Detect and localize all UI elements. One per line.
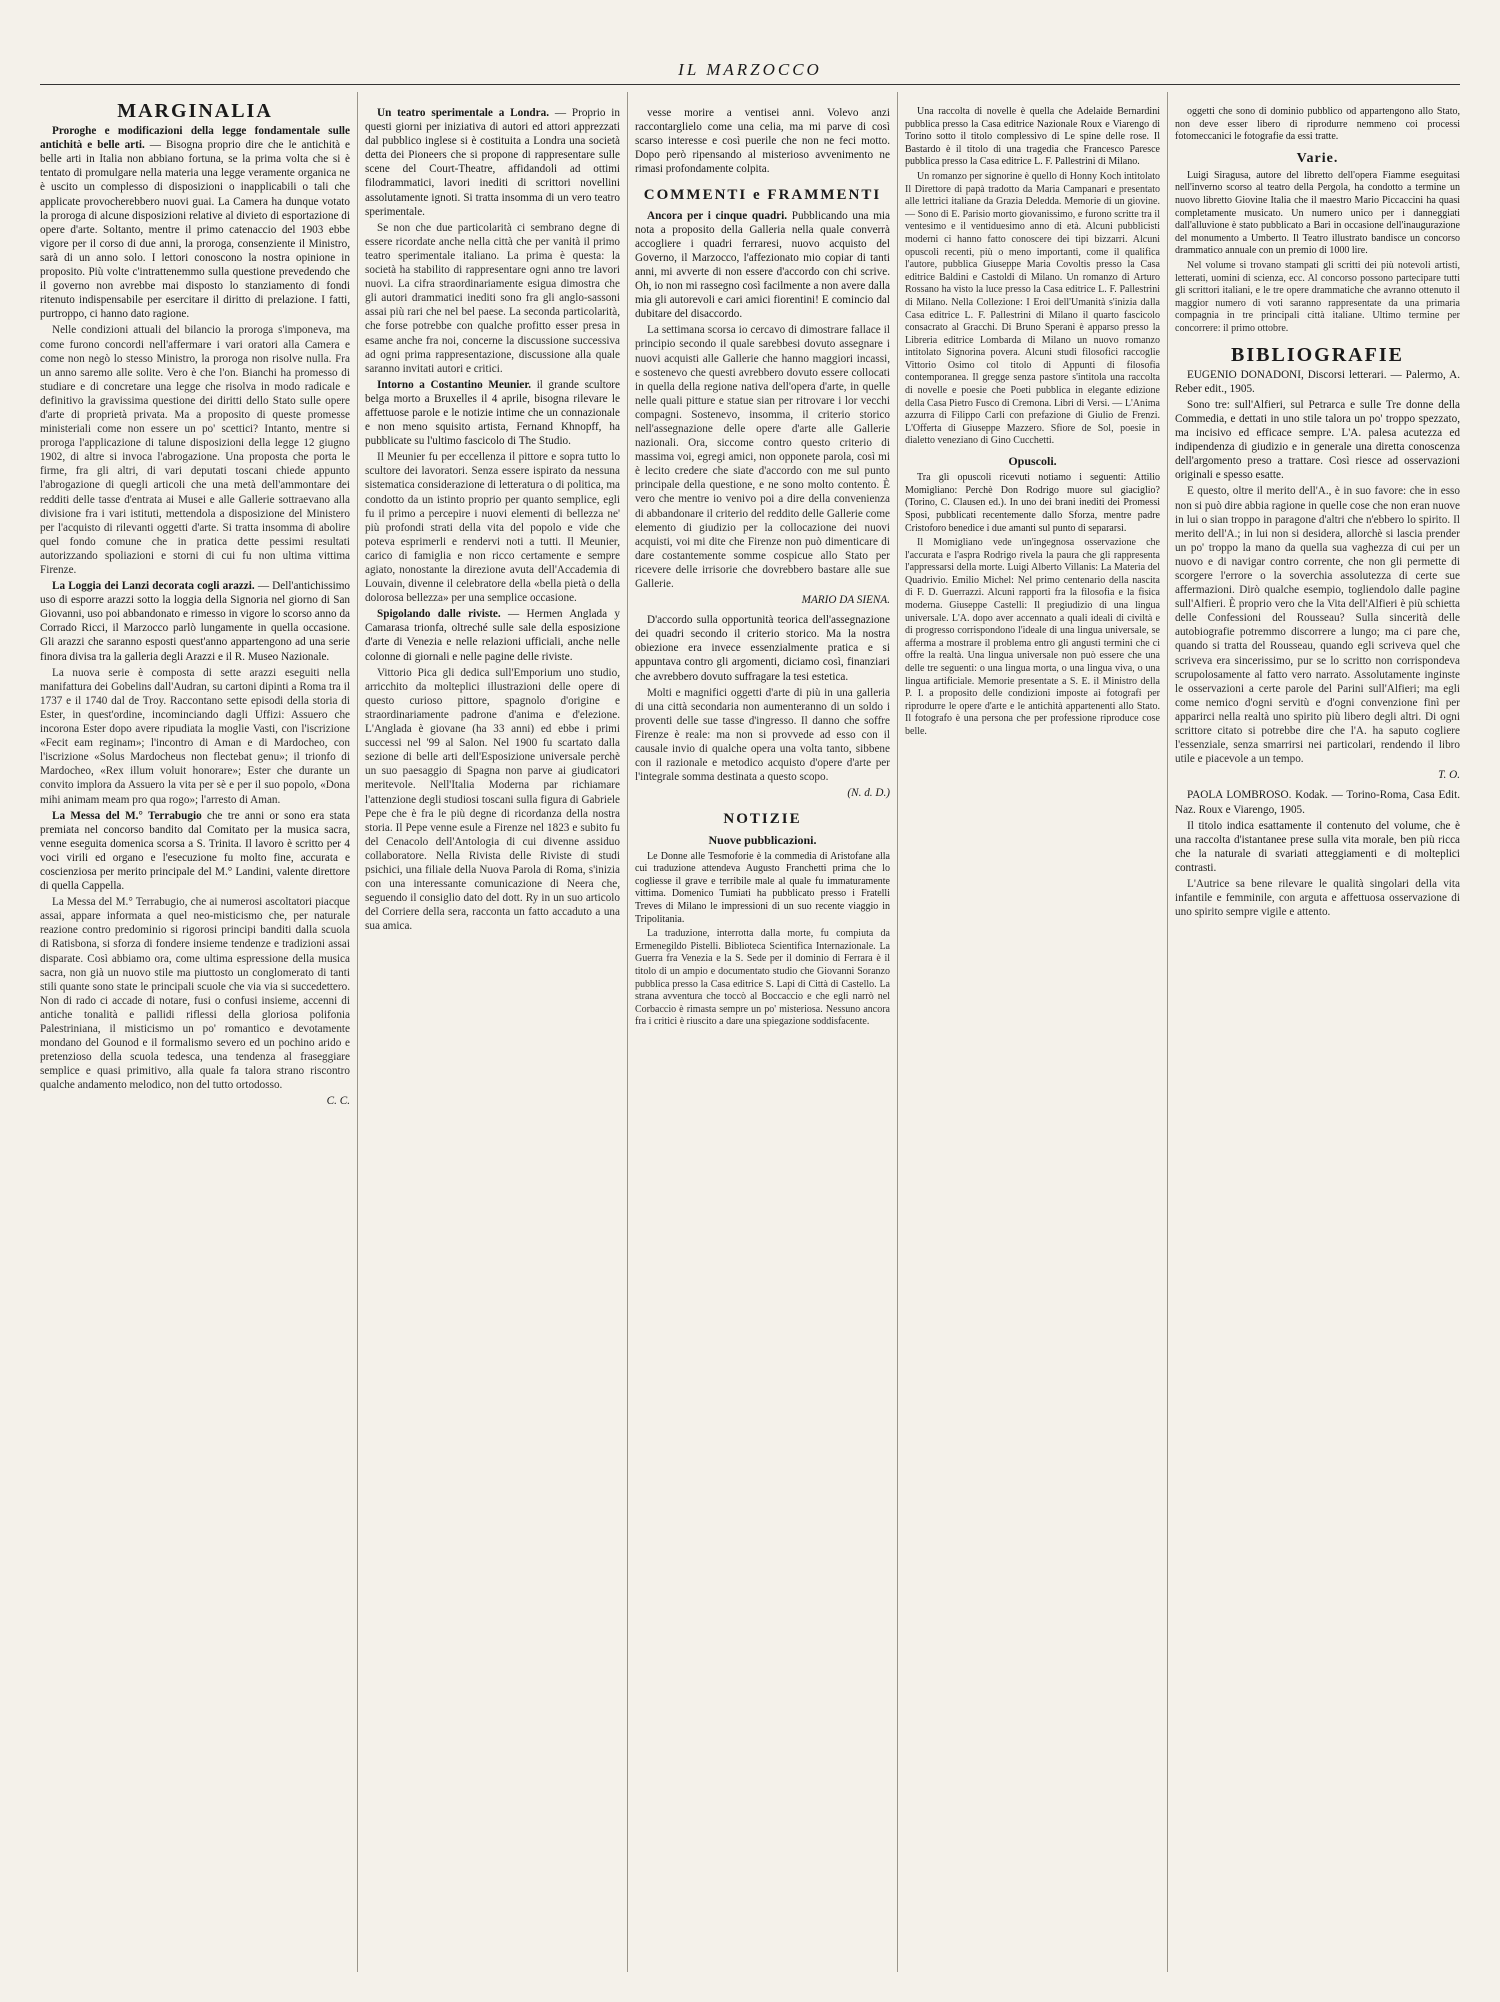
notes-text: Una raccolta di novelle è quella che Adelaide Bernardini pubblica presso la Casa editrice Nazionale Roux e Viarengo di Torino sotto il titolo complessivo di Le spine delle rose. Il Bastardo è il titolo di una tragedia che Francesco Paresce pubblica presso la Casa editrice L. F. Pallestrini di Milano. bbox=[905, 106, 1160, 168]
article-title: Spigolando dalle riviste. bbox=[377, 608, 501, 621]
article bbox=[365, 378, 620, 448]
section-title-commenti: COMMENTI e FRAMMENTI bbox=[643, 187, 882, 204]
bibliography-text: Il titolo indica esattamente il contenuto del volume, che è una raccolta d'istantanee prese sulla vita morale, ben più ricca che la naturale di svariati atteggiamenti e di molteplici contrasti. bbox=[1175, 819, 1460, 874]
article bbox=[40, 809, 350, 894]
column-divider bbox=[357, 92, 358, 1972]
filler-text: Se non che due particolarità ci sembrano degne di essere ricordate anche nella città che per vanità il primo teatro sperimentale italiano. La prima è questa: la società ha stabilito di rappresentare ogni anno tre lavori nuovi. La cifra straordinariamente esigua dimostra che gli autori drammatici inediti sono fra gli anglo-sassoni assai più rari che nel bel paese. La seconda particolarità, che forse potrebbe con qualche profitto esser presa in esame anche fra noi, concerne la discussione successiva ad ogni prima rappresentazione, discussione alla quale saranno invitati autori e critici. bbox=[365, 221, 620, 375]
intro-text: oggetti che sono di dominio pubblico od appartengono allo Stato, non deve esser libero di riprodurre nemmeno coi processi fotomeccanici le fotografie da essi tratte. bbox=[1175, 106, 1460, 143]
article-text: — Hermen Anglada y Camarasa trionfa, oltreché sulle sale della esposizione d'arte di Venezia e nelle relazioni ufficiali, anche nelle colonne di giornali e nelle pagine delle riviste. bbox=[365, 608, 620, 663]
intro-text: vesse morire a ventisei anni. Volevo anzi raccontarglielo come una celia, ma mi parve di così scarso interesse e così puerile che non ne feci motto. Dopo però ripensando al misterioso avvenimento ne rimasi profondamente colpita. bbox=[635, 107, 890, 176]
article-title: Intorno a Costantino Meunier. bbox=[377, 378, 532, 391]
signature: MARIO DA SIENA. bbox=[801, 594, 890, 607]
section-title-marginalia: MARGINALIA bbox=[117, 100, 273, 122]
article bbox=[40, 124, 350, 321]
reply-text: D'accordo sulla opportunità teorica dell'assegnazione dei quadri secondo il criterio storico. Ma la nostra obiezione era invece essenzialmente pratica e si appuntava contro gli argomenti, diciamo così, finanziari che avrebbero dovuto suffragare la tesi estetica. bbox=[635, 614, 890, 683]
article-title: La Messa del M.° Terrabugio bbox=[52, 809, 202, 822]
filler-text: La settimana scorsa io cercavo di dimostrare fallace il principio secondo il quale sarebbesi dovuto assegnare i nuovi acquisti alle Gallerie che hanno maggiori incassi, e sostenevo che questi avrebbero dovuto essere collocati in quella della regione nativa dell'opera d'arte, in quelle nelle quali pitture e statue sian per ritrovare i lor vecchi compagni. Sostenevo, insomma, il criterio storico nell'assegnazione delle opere d'arte alle Gallerie nazionali. Ora, siccome contro questo criterio di massima voi, egregi amici, non opponete parola, così mi è lecito credere che siate d'accordo con me sul punto principale della questione, e ne sono molto contento. È vero che mentre io venivo poi a dire della convenienza di abbandonare il criterio del reddito delle Gallerie come elemento di giudizio per la collocazione dei nuovi acquisti, voi mi dite che Firenze non può dimenticare di dare costantemente somme cospicue allo Stato per ricevere delle irrisorie che dovrebbero bastare alle sue Gallerie. bbox=[635, 324, 890, 590]
bibliography-text: Sono tre: sull'Alfieri, sul Petrarca e sulle Tre donne della Commedia, e dettati in uno stile talora un po' troppo spezzato, ma incisivo ed efficace sempre. L'A. palesa acutezza ed indipendenza di giudizio e in generale una diretta conoscenza dell'argomento preso a trattare. Così riesce ad osservazioni originali e spesso esatte. bbox=[1175, 398, 1460, 482]
column-2 bbox=[365, 92, 620, 1972]
header-rule bbox=[40, 84, 1460, 85]
column-1 bbox=[40, 92, 350, 1972]
article-text: che tre anni or sono era stata premiata nel concorso bandito dal Comitato per la musica sacra, venne eseguita domenica scorsa a S. Trinita. Il lavoro è scritto per 4 voci virili ed organo e l'esecuzione fu molto fine, accurata e coscienziosa per merito principale del M.° Landini, valente direttore di quella Cappella. bbox=[40, 809, 350, 893]
filler-text: La nuova serie è composta di sette arazzi eseguiti nella manifattura dei Gobelins dall'Audran, su cartoni dipinti a Roma tra il 1737 e il 1740 dal de Troy. Raccontano sette episodi della storia di Ester, in quest'ordine, incominciando dagli Uffizi: Assuero che incorona Ester dopo avere ripudiata la moglie Vasti, con l'iscrizione «Fecit eam reginam»; l'incontro di Aman e di Mardocheo, con l'iscrizione «Solus Mardocheus non flectebat genu»; il trionfo di Mardocheo, «Rex illum voluit honorare»; Ester che durante un convito implora da Assuero la vita per sè e per il suo popolo, «Dona mihi animam meam pro qua rogo»; l'arresto di Aman. bbox=[40, 666, 350, 806]
signature: (N. d. D.) bbox=[847, 787, 890, 800]
article-text: il grande scultore belga morto a Bruxelles il 4 aprile, bisogna rilevare le affettuose parole e le notizie intime che un connazionale e non meno squisito artista, Fernand Khnopff, ha pubblicate su l'ultimo fascicolo di The Studio. bbox=[365, 378, 620, 448]
filler-text: Molti e magnifici oggetti d'arte di più in una galleria di una città secondaria non aumenteranno di un soldo i proventi delle sue tasse d'ingresso. Il danno che soffre Firenze è reale: ma non si provvede ad esso con il causale invio di qualche opera una volta tanto, sibbene con il razionale e metodico acquisto d'opere d'arte per l'integrale somma destinata a questo scopo. bbox=[635, 686, 890, 784]
notes-text: Le Donne alle Tesmoforie è la commedia di Aristofane alla cui traduzione attendeva Augusto Franchetti prima che lo cogliesse il grave e terribile male al quale fu immaturamente vittima. Domenico Tumiati ha pubblicato presso i Fratelli Treves di Milano le impressioni di un suo recente viaggio in Tripolitania. bbox=[635, 850, 890, 925]
article-title: La Loggia dei Lanzi decorata cogli arazzi. bbox=[52, 580, 255, 593]
article bbox=[40, 579, 350, 664]
section-title-bibliografie: BIBLIOGRAFIE bbox=[1231, 343, 1404, 366]
filler-text: Vittorio Pica gli dedica sull'Emporium uno studio, arricchito da molteplici illustrazioni delle opere di questo curioso pittore, spagnolo d'origine e straordinariamente padrone d'anima e d'elezione. L'Anglada è giovane (ha 33 anni) ed ebbe i primi successi nel '99 al Salon. Nel 1900 fu scartato dalla sezione di belle arti dell'Esposizione universale perchè un suo paesaggio di Spagna non parve ai giudicatori meritevole. Nell'Italia Moderna par richiamare l'attenzione degli studiosi toscani sulla figura di Gabriele Pepe che è fra le più degne di ricordanza della nostra storia. Il Pepe venne esule a Firenze nel 1823 e subito fu del Cenacolo dell'Antologia di cui divenne assiduo collaboratore. Nella Rivista delle Riviste di studi psichici, una filiale della Nuova Parola di Roma, s'inizia con una interessante comunicazione di Neera che, seguendo il consiglio dato del dott. Ry in un suo articolo del Corriere della sera, racconta un fatto accaduto a una sua amica. bbox=[365, 666, 620, 933]
article-title: Ancora per i cinque quadri. bbox=[647, 209, 788, 222]
filler-text: Un romanzo per signorine è quello di Honny Koch intitolato Il Direttore di papà tradotto da Maria Campanari e presentato alle lettrici italiane da Grazia Deledda. Memorie di un giovine. — Sono di E. Parisio morto giovanissimo, e furono scritte tra il ventesimo e il ventiduesimo anno di età. Alcuni pubblicisti moderni ci hanno fatto conoscere dei tipi bizzarri. Alcuni opuscoli recenti, più o meno importanti, come il qualifica l'autore, pubblica Giuseppe Maria Covoltis presso la Casa editrice Baldini e Castoldi di Milano. Un romanzo di Arturo Rossano ha visto la luce presso la Casa editrice L. F. Pallestrini di Milano. Nella Collezione: I Eroi dell'Umanità s'inizia dalla Casa editrice L. F. Pallestrini di Milano il quarto fascicolo consacrato al Gracchi. Di Bruno Sperani è apparso presso la Libreria editrice Lombarda di Milano un nuovo romanzo intitolato Signorina povera. Alcuni studi filosofici raccoglie Vittorio Osimo col titolo di Appunti di filosofia contemporanea. Il gregge senza pastore s'intitola una raccolta di novelle e poesie che Poeti pubblica in elegante edizione della Casa Pietro Fusco di Cremona. Libri di Versi. — L'Anima azzurra di Filippo Carli con prefazione di Giulio de Frenzi. L'Offerta di Giuseppe Mazzero. Sfiore de Sol, poesie in dialetto veneziano di Gino Cucchetti. bbox=[905, 170, 1160, 447]
signature: C. C. bbox=[326, 1095, 350, 1108]
article-text: — Dell'antichissimo uso di esporre arazzi sotto la loggia della Signoria nel giorno di San Giovanni, uso poi abbandonato e rimesso in vigore lo scorso anno da Corrado Ricci, il Marzocco parlò lungamente in quella occasione. Gli arazzi che saranno esposti quest'anno appartengono ad una serie finora divisa tra la galleria degli Arazzi e il R. Museo Nazionale. bbox=[40, 580, 350, 663]
article bbox=[365, 106, 620, 219]
subsection-title: Varie. bbox=[1296, 150, 1339, 166]
column-5 bbox=[1175, 92, 1460, 1972]
column-4 bbox=[905, 92, 1160, 1972]
filler-text: Nelle condizioni attuali del bilancio la proroga s'imponeva, ma come furono concordi nell'affermare i vari oratori alla Camera e come non negò lo stesso Ministro, la proroga non risolve nulla. Fra un anno saremo alle solite. Vero è che l'on. Bianchi ha promesso di studiare e di concretare una legge che risolva in modo radicale e definitivo la gravissima questione dei diritti dello Stato sulle opere d'arte di proprietà privata. Ma a proposito di queste promesse ministeriali come non essere un po' scettici? Intanto, mentre si proroga l'applicazione di talune disposizioni della legge 12 giugno 1902, di altre si invoca l'abrogazione. Una proposta che porta le firme, fra gli altri, di vari deputati toscani chiede appunto l'abrogazione di quegli articoli che una metà dell'ammontare dei redditi delle tasse d'entrata ai Musei e alle Gallerie sottraevano alla divisione fra i vari istituti, mettendola a disposizione del Ministero per l'acquisto di rilevanti oggetti d'arte. Si tratta insomma di abolire quel fondo comune che in pratica dette pessimi resultati autorizzando spoliazioni e storni di cui fu non ultima vittima Firenze. bbox=[40, 324, 350, 576]
article-text: — Proprio in questi giorni per iniziativa di autori ed attori apprezzati dal pubblico inglese si è costituita a Londra una società detta dei Pioneers che si propone di rappresentare sulle scene del Court-Theatre, affidandoli ad ottimi filodrammatici, lavori inediti di scrittori novellini assolutamente ignoti. Si tratta insomma di un vero teatro sperimentale. bbox=[365, 107, 620, 218]
filler-text: La traduzione, interrotta dalla morte, fu compiuta da Ermenegildo Pistelli. Biblioteca Scientifica Internazionale. La Guerra fra Venezia e la S. Sede per il dominio di Ferrara è il titolo di un ampio e documentato studio che Giovanni Soranzo pubblica presso la Casa editrice S. Lapi di Città di Castello. La strana avventura che toccò al Boccaccio e che egli narrò nel Corbaccio è rimasta sempre un po' misteriosa. Nessuno ancora fra i critici è riuscito a dare una spiegazione soddisfacente. bbox=[635, 928, 890, 1028]
subsection-title: Nuove pubblicazioni. bbox=[708, 832, 817, 847]
article-title: Proroghe e modificazioni della legge fondamentale sulle antichità e belle arti. bbox=[40, 125, 350, 152]
filler-text: E questo, oltre il merito dell'A., è in suo favore: che in esso non si può dire abbia ragione in quelle cose che non eran nuove in lui o sian troppo in paragone d'altri che n'ebbero lo spirito. Il merito dell'A.; in lui non si desidera, allorchè si lascia prender un po' troppo la mano da quella sua vaghezza di cui per un nuovo e di navigar contro corrente, che non gli permette di scorgere l'errore o la soverchia assolutezza di certe sue affermazioni. Dirò qualche esempio, togliendolo dalle pagine sull'Alfieri. È proprio vero che la Vita dell'Alfieri è più schietta delle Confessioni del Rousseau? Sulla sincerità delle autobiografie potremmo discorrere a lungo; ma ci pare che, quando si tratta del Rousseau, quando egli scriveva quel che scriveva era sincerissimo, pur se lo scritto non corrispondeva scrupolosamente al fatto vero narrato. Assolutamente inginste le osservazioni a certe parole del Parini sull'Alfieri; ma egli come nemico d'ogni servitù e d'ogni convenzione finì per apparirci nella realtà uno spirito più libero degli altri. Di ogni scrittore citato si potrebbe dire che l'A. ha saputo cogliere l'essenziale, senza smarrirsi nei particolari, rendendo il libro utile e piacevole a un tempo. bbox=[1175, 485, 1460, 766]
article bbox=[365, 607, 620, 663]
bibliography-reference: EUGENIO DONADONI, Discorsi letterari. — Palermo, A. Reber edit., 1905. bbox=[1175, 368, 1460, 395]
page-header: IL MARZOCCO bbox=[678, 60, 822, 79]
subsection-title: Opuscoli. bbox=[1008, 454, 1057, 469]
article-title: Un teatro sperimentale a Londra. bbox=[377, 107, 550, 119]
article bbox=[635, 209, 890, 322]
filler-text: Il Momigliano vede un'ingegnosa osservazione che l'accurata e l'aspra Rodrigo rivela la paura che gli rappresenta l'appressarsi della morte. Luigi Alberto Villanis: La Materia del Quadrivio. Emilio Michel: Nel primo centenario della nascita di F. D. Guerrazzi. Alcuni rapporti fra la filosofia e la fisica moderna. Giuseppe Castelli: Il pregiudizio di una lingua universale. L'A. dopo aver accennato a quali ideali di civiltà e di progresso corrispondono l'ideale di una lingua universale, se afferma a mostrare il problema entro gli angusti termini che ci offre la realtà. Una lingua universale non può essere che una delle tre seguenti: o una lingua morta, o una lingua viva, o una lingua artificiale. Memorie presentate a S. E. il Ministro della P. I. a proposito delle condizioni imposte ai fotografi per riprodurre le opere d'arte e le antichità appartenenti allo Stato. Il fotografo è una persona che per professione riproduce cose belle. bbox=[905, 537, 1160, 737]
notes-text: Tra gli opuscoli ricevuti notiamo i seguenti: Attilio Momigliano: Perchè Don Rodrigo muore sul giaciglio? (Torino, C. Clausen ed.). In uno dei brani inediti dei Promessi Sposi, pubblicati recentemente dallo Sforza, mentre padre Cristoforo benedice i due amanti sul punto di separarsi. bbox=[905, 472, 1160, 534]
column-divider bbox=[1167, 92, 1168, 1972]
bibliography-reference: PAOLA LOMBROSO. Kodak. — Torino-Roma, Casa Edit. Naz. Roux e Viarengo, 1905. bbox=[1175, 789, 1460, 816]
filler-text: L'Autrice sa bene rilevare le qualità singolari della vita infantile e femminile, con arguta e affettuosa osservazione di uno spirito sempre vigile e attento. bbox=[1175, 877, 1460, 919]
filler-text: La Messa del M.° Terrabugio, che ai numerosi ascoltatori piacque assai, appare informata a quel neo-misticismo che, per naturale reazione contro predominio si rigorosi principi banditi dalla scuola di Ratisbona, si sforza di fondere insieme tendenze e tradizioni assai disparate. Così abbiamo ora, come ultima espressione della musica sacra, non già un nuovo stile ma piuttosto un conglomerato di tanti stili quante sono state le principali scuole che via via si succedettero. Non di rado ci accade di notare, fusi o confusi insieme, accenni di antiche tonalità e pallidi riflessi della gloriosa polifonia Palestriniana, il misticismo un po' romantico e devotamente mondano del Gounod e il formalismo severo ed un pochino arido e pretenzioso della scuola tedesca, una tendenza al fraseggiare semplice e quasi primitivo, alla quale fa talora strano riscontro qualche andamento melodico, non del tutto ortodosso. bbox=[40, 896, 350, 1092]
article-text: — Bisogna proprio dire che le antichità e belle arti in Italia non abbiano fortuna, se la prima volta che si è tentato di promulgare nella materia una legge veramente organica ne è uscito un complesso di disposizioni o inapplicabili o tali che applicate provocherebbero nuovi guai. La Camera ha dunque votato la proroga di alcune disposizioni relative al divieto di esportazione di opere d'arte. Soltanto, mentre il primo catenaccio del 1903 ebbe vigore per il corso di due anni, la proroga, consenziente il Ministro, sarà di un anno solo. I lettori conoscono la nostra opinione in proposito. Più volte c'intrattenemmo sulla questione prevedendo che il governo non avrebbe mai disposto lo stanziamento di fondi ritenuto indispensabile per esercitare il diritto di prelazione. I fatti, purtroppo, ci hanno dato ragione. bbox=[40, 139, 350, 321]
signature: T. O. bbox=[1438, 769, 1460, 782]
column-3 bbox=[635, 92, 890, 1972]
section-title-notizie: NOTIZIE bbox=[723, 811, 802, 828]
filler-text: Nel volume si trovano stampati gli scritti dei più notevoli artisti, letterati, uomini di scienza, ecc. Al concorso possono partecipare tutti gli scrittori italiani, e le tre opere drammatiche che avranno ottenuto il maggior numero di voti saranno rappresentate da una primaria compagnia in tre principali città italiane. Ultimo termine per concorrere: il primo ottobre. bbox=[1175, 260, 1460, 334]
varie-text: Luigi Siragusa, autore del libretto dell'opera Fiamme eseguitasi nell'inverno scorso al teatro della Pergola, ha condotto a termine un nuovo libretto Giovine Italia che il maestro Mario Piccaccini ha quasi completamente musicato. Un numero unico per i danneggiati dall'alluvione è stato pubblicato a Bari in occasione dell'inaugurazione del monumento a Umberto. Il Teatro illustrato bandisce un concorso drammatico annuale con un premio di 1000 lire. bbox=[1175, 169, 1460, 257]
column-divider bbox=[627, 92, 628, 1972]
filler-text: Il Meunier fu per eccellenza il pittore e sopra tutto lo scultore dei lavoratori. Senza essere ispirato da nessuna sistematica considerazione di letteratura o di politica, ma condotto da un istinto proprio per quanto semplice, egli fu il primo a percepire i nuovi elementi di bellezza ne' più profondi strati della vita del popolo e vide che poteva esprimerli e rendervi noti a tutti. Il Meunier, carico di famiglia e non ricco certamente e sempre agiato, nonostante la direzione avuta dell'Accademia di Louvain, divenne il celebratore della «bella pietà o della dolorosa bellezza» per una semplice occasione. bbox=[365, 451, 620, 605]
article-text: Pubblicando una mia nota a proposito della Galleria nella quale converrà accogliere i quadri ferraresi, nuovo acquisto del Governo, il Marzocco, l'affezionato mio copiar di tanti anni, mi avverte di non essere d'accordo con chi scrive. Oh, io non mi rassegno così facilmente a non avere dalla mia gli autorevoli e cari amici fiorentini! E comincio dal dubitare del disaccordo. bbox=[635, 209, 890, 321]
column-divider bbox=[897, 92, 898, 1972]
